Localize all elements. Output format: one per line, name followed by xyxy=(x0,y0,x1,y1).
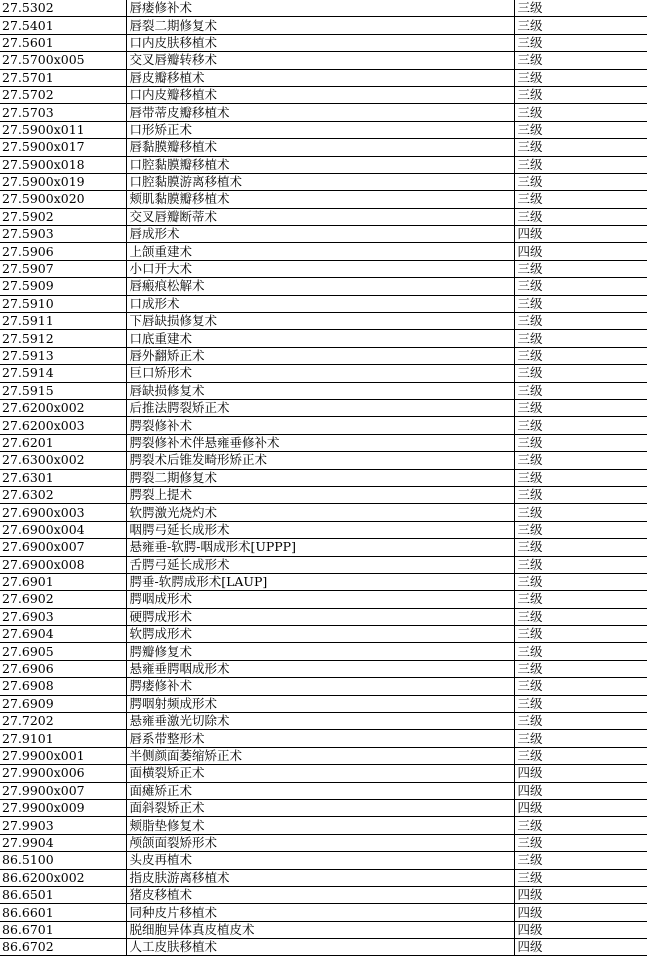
table-row xyxy=(0,904,647,921)
procedure-code-cell: 27.9101 xyxy=(0,730,126,747)
table-row xyxy=(0,399,647,416)
surgery-level-cell: 三级 xyxy=(514,486,647,503)
procedure-name-cell: 腭裂修补术 xyxy=(126,417,514,434)
procedure-name-cell: 猪皮移植术 xyxy=(126,886,514,903)
table-row xyxy=(0,817,647,834)
table-row xyxy=(0,608,647,625)
procedure-code-cell: 27.5907 xyxy=(0,260,126,277)
surgery-level-cell: 三级 xyxy=(514,452,647,469)
surgery-level-cell: 三级 xyxy=(514,313,647,330)
table-row xyxy=(0,486,647,503)
surgery-level-cell: 三级 xyxy=(514,695,647,712)
procedure-code-cell: 27.5902 xyxy=(0,208,126,225)
procedure-name-cell: 唇成形术 xyxy=(126,226,514,243)
table-row xyxy=(0,730,647,747)
surgery-level-cell: 三级 xyxy=(514,469,647,486)
procedure-code-cell: 27.5913 xyxy=(0,347,126,364)
procedure-name-cell: 面横裂矫正术 xyxy=(126,765,514,782)
surgery-level-cell: 三级 xyxy=(514,556,647,573)
procedure-name-cell: 咽腭弓延长成形术 xyxy=(126,521,514,538)
procedure-name-cell: 巨口矫形术 xyxy=(126,365,514,382)
surgery-level-cell: 三级 xyxy=(514,713,647,730)
surgery-level-cell: 四级 xyxy=(514,782,647,799)
procedure-name-cell: 口成形术 xyxy=(126,295,514,312)
table-row xyxy=(0,34,647,51)
procedure-code-cell: 86.6701 xyxy=(0,921,126,938)
table-row xyxy=(0,939,647,956)
surgery-level-cell: 四级 xyxy=(514,921,647,938)
procedure-code-cell: 27.6900x008 xyxy=(0,556,126,573)
procedure-code-cell: 86.6702 xyxy=(0,939,126,956)
procedure-code-cell: 27.6201 xyxy=(0,434,126,451)
procedure-name-cell: 软腭激光烧灼术 xyxy=(126,504,514,521)
procedure-name-cell: 口底重建术 xyxy=(126,330,514,347)
table-row xyxy=(0,765,647,782)
surgery-level-cell: 三级 xyxy=(514,591,647,608)
table-row xyxy=(0,660,647,677)
procedure-code-cell: 27.5910 xyxy=(0,295,126,312)
procedure-code-cell: 27.9900x001 xyxy=(0,747,126,764)
procedure-code-cell: 27.5900x011 xyxy=(0,121,126,138)
surgery-level-cell: 三级 xyxy=(514,643,647,660)
procedure-name-cell: 腭裂术后锥发畸形矫正术 xyxy=(126,452,514,469)
procedure-name-cell: 交叉唇瓣断蒂术 xyxy=(126,208,514,225)
table-row xyxy=(0,52,647,69)
table-row xyxy=(0,417,647,434)
procedure-code-cell: 27.5900x017 xyxy=(0,139,126,156)
procedure-code-cell: 27.9900x007 xyxy=(0,782,126,799)
procedure-code-cell: 27.5906 xyxy=(0,243,126,260)
procedure-name-cell: 人工皮肤移植术 xyxy=(126,939,514,956)
procedure-code-cell: 27.5912 xyxy=(0,330,126,347)
procedure-code-cell: 27.5900x020 xyxy=(0,191,126,208)
surgery-level-cell: 四级 xyxy=(514,799,647,816)
table-row xyxy=(0,556,647,573)
surgery-level-cell: 三级 xyxy=(514,330,647,347)
procedure-code-cell: 27.6900x003 xyxy=(0,504,126,521)
table-row xyxy=(0,643,647,660)
table-row xyxy=(0,69,647,86)
procedure-name-cell: 悬雍垂激光切除术 xyxy=(126,713,514,730)
surgery-level-cell: 三级 xyxy=(514,278,647,295)
procedure-code-cell: 27.6909 xyxy=(0,695,126,712)
procedure-name-cell: 腭咽成形术 xyxy=(126,591,514,608)
table-row xyxy=(0,504,647,521)
table-row xyxy=(0,591,647,608)
surgery-level-cell: 三级 xyxy=(514,17,647,34)
table-row xyxy=(0,452,647,469)
table-row xyxy=(0,313,647,330)
procedure-name-cell: 腭咽射频成形术 xyxy=(126,695,514,712)
procedure-code-cell: 86.6200x002 xyxy=(0,869,126,886)
procedure-code-cell: 27.6906 xyxy=(0,660,126,677)
table-row xyxy=(0,243,647,260)
procedure-name-cell: 颅颌面裂矫形术 xyxy=(126,834,514,851)
procedure-name-cell: 硬腭成形术 xyxy=(126,608,514,625)
procedure-name-cell: 唇带蒂皮瓣移植术 xyxy=(126,104,514,121)
surgery-level-cell: 三级 xyxy=(514,86,647,103)
surgery-level-cell: 三级 xyxy=(514,834,647,851)
table-row xyxy=(0,626,647,643)
procedure-code-cell: 27.9900x006 xyxy=(0,765,126,782)
procedure-code-cell: 27.5903 xyxy=(0,226,126,243)
procedure-code-cell: 27.6200x002 xyxy=(0,399,126,416)
table-row xyxy=(0,782,647,799)
procedure-code-cell: 27.9904 xyxy=(0,834,126,851)
surgery-level-cell: 三级 xyxy=(514,747,647,764)
table-row xyxy=(0,330,647,347)
procedure-name-cell: 上颌重建术 xyxy=(126,243,514,260)
procedure-code-cell: 27.5914 xyxy=(0,365,126,382)
surgery-level-cell: 三级 xyxy=(514,399,647,416)
surgery-level-cell: 三级 xyxy=(514,104,647,121)
procedure-name-cell: 颊脂垫修复术 xyxy=(126,817,514,834)
procedure-name-cell: 腭裂修补术伴悬雍垂修补术 xyxy=(126,434,514,451)
table-row xyxy=(0,695,647,712)
table-row xyxy=(0,434,647,451)
procedure-code-cell: 86.5100 xyxy=(0,852,126,869)
table-row xyxy=(0,886,647,903)
procedure-code-cell: 27.6901 xyxy=(0,573,126,590)
procedure-name-cell: 交叉唇瓣转移术 xyxy=(126,52,514,69)
procedure-name-cell: 腭垂-软腭成形术[LAUP] xyxy=(126,573,514,590)
table-row xyxy=(0,121,647,138)
table-row xyxy=(0,365,647,382)
table-row xyxy=(0,0,647,17)
table-row xyxy=(0,834,647,851)
procedure-code-cell: 86.6501 xyxy=(0,886,126,903)
surgery-level-cell: 三级 xyxy=(514,521,647,538)
procedure-name-cell: 口腔黏膜瓣移植术 xyxy=(126,156,514,173)
procedure-name-cell: 腭裂上提术 xyxy=(126,486,514,503)
procedure-name-cell: 小口开大术 xyxy=(126,260,514,277)
surgery-level-cell: 三级 xyxy=(514,121,647,138)
surgery-level-cell: 四级 xyxy=(514,765,647,782)
surgery-level-cell: 三级 xyxy=(514,678,647,695)
procedure-code-cell: 27.5915 xyxy=(0,382,126,399)
surgery-level-cell: 三级 xyxy=(514,34,647,51)
procedure-code-cell: 27.5900x019 xyxy=(0,173,126,190)
procedure-name-cell: 口形矫正术 xyxy=(126,121,514,138)
procedure-name-cell: 唇瘢痕松解术 xyxy=(126,278,514,295)
procedure-name-cell: 颊肌黏膜瓣移植术 xyxy=(126,191,514,208)
procedure-name-cell: 口内皮瓣移植术 xyxy=(126,86,514,103)
procedure-name-cell: 下唇缺损修复术 xyxy=(126,313,514,330)
procedure-code-cell: 27.6302 xyxy=(0,486,126,503)
procedure-code-cell: 27.5702 xyxy=(0,86,126,103)
table-row xyxy=(0,382,647,399)
surgery-level-cell: 四级 xyxy=(514,226,647,243)
procedure-name-cell: 同种皮片移植术 xyxy=(126,904,514,921)
procedure-code-cell: 27.6200x003 xyxy=(0,417,126,434)
surgery-level-cell: 三级 xyxy=(514,173,647,190)
procedure-code-cell: 27.5703 xyxy=(0,104,126,121)
surgery-level-cell: 三级 xyxy=(514,817,647,834)
table-row xyxy=(0,713,647,730)
surgery-level-cell: 三级 xyxy=(514,869,647,886)
surgery-level-cell: 三级 xyxy=(514,730,647,747)
surgery-level-cell: 三级 xyxy=(514,852,647,869)
table-row xyxy=(0,747,647,764)
surgery-level-cell: 四级 xyxy=(514,939,647,956)
surgery-level-cell: 三级 xyxy=(514,52,647,69)
procedure-code-cell: 27.6905 xyxy=(0,643,126,660)
procedure-name-cell: 唇系带整形术 xyxy=(126,730,514,747)
procedure-name-cell: 指皮肤游离移植术 xyxy=(126,869,514,886)
table-row xyxy=(0,260,647,277)
table-row xyxy=(0,86,647,103)
table-row xyxy=(0,17,647,34)
procedure-code-cell: 27.5302 xyxy=(0,0,126,17)
procedure-name-cell: 后推法腭裂矫正术 xyxy=(126,399,514,416)
table-row xyxy=(0,278,647,295)
table-row xyxy=(0,156,647,173)
table-row xyxy=(0,573,647,590)
table-row xyxy=(0,208,647,225)
procedure-code-cell: 27.9900x009 xyxy=(0,799,126,816)
procedure-code-cell: 27.6900x007 xyxy=(0,539,126,556)
table-row xyxy=(0,799,647,816)
surgery-level-cell: 四级 xyxy=(514,243,647,260)
surgery-level-cell: 三级 xyxy=(514,347,647,364)
surgery-level-cell: 四级 xyxy=(514,904,647,921)
surgery-level-cell: 三级 xyxy=(514,434,647,451)
procedure-code-cell: 27.6908 xyxy=(0,678,126,695)
procedure-code-cell: 27.9903 xyxy=(0,817,126,834)
surgery-level-cell: 三级 xyxy=(514,417,647,434)
procedure-name-cell: 半侧颜面萎缩矫正术 xyxy=(126,747,514,764)
surgery-level-cell: 三级 xyxy=(514,156,647,173)
table-row xyxy=(0,469,647,486)
table-row xyxy=(0,347,647,364)
table-row xyxy=(0,173,647,190)
procedure-name-cell: 面斜裂矫正术 xyxy=(126,799,514,816)
table-row xyxy=(0,678,647,695)
procedure-code-cell: 27.6904 xyxy=(0,626,126,643)
procedure-code-cell: 27.6902 xyxy=(0,591,126,608)
procedure-name-cell: 舌腭弓延长成形术 xyxy=(126,556,514,573)
procedure-code-cell: 27.6301 xyxy=(0,469,126,486)
procedure-code-cell: 27.7202 xyxy=(0,713,126,730)
procedure-code-cell: 86.6601 xyxy=(0,904,126,921)
procedure-name-cell: 唇裂二期修复术 xyxy=(126,17,514,34)
procedure-code-cell: 27.5900x018 xyxy=(0,156,126,173)
procedure-name-cell: 头皮再植术 xyxy=(126,852,514,869)
surgery-level-cell: 三级 xyxy=(514,573,647,590)
surgery-level-cell: 三级 xyxy=(514,504,647,521)
table-row xyxy=(0,139,647,156)
procedure-name-cell: 口内皮肤移植术 xyxy=(126,34,514,51)
procedure-name-cell: 面瘫矫正术 xyxy=(126,782,514,799)
table-row xyxy=(0,921,647,938)
procedure-code-cell: 27.6903 xyxy=(0,608,126,625)
procedure-name-cell: 唇黏膜瓣移植术 xyxy=(126,139,514,156)
procedure-code-cell: 27.6900x004 xyxy=(0,521,126,538)
surgery-level-cell: 三级 xyxy=(514,608,647,625)
procedure-name-cell: 腭裂二期修复术 xyxy=(126,469,514,486)
procedure-code-cell: 27.5601 xyxy=(0,34,126,51)
procedure-name-cell: 脱细胞异体真皮植皮术 xyxy=(126,921,514,938)
surgery-level-cell: 三级 xyxy=(514,0,647,17)
procedure-name-cell: 唇瘘修补术 xyxy=(126,0,514,17)
table-row xyxy=(0,869,647,886)
table-row xyxy=(0,226,647,243)
surgery-level-cell: 三级 xyxy=(514,191,647,208)
procedure-code-cell: 27.5909 xyxy=(0,278,126,295)
table-row xyxy=(0,295,647,312)
table-row xyxy=(0,191,647,208)
procedure-name-cell: 口腔黏膜游离移植术 xyxy=(126,173,514,190)
procedure-code-cell: 27.5701 xyxy=(0,69,126,86)
surgery-level-cell: 三级 xyxy=(514,139,647,156)
surgery-level-cell: 三级 xyxy=(514,260,647,277)
surgery-level-cell: 四级 xyxy=(514,886,647,903)
procedure-code-cell: 27.5700x005 xyxy=(0,52,126,69)
procedure-code-cell: 27.6300x002 xyxy=(0,452,126,469)
table-row xyxy=(0,521,647,538)
procedure-name-cell: 腭瓣修复术 xyxy=(126,643,514,660)
procedure-name-cell: 悬雍垂-软腭-咽成形术[UPPP] xyxy=(126,539,514,556)
procedure-code-cell: 27.5401 xyxy=(0,17,126,34)
table-row xyxy=(0,104,647,121)
table-row xyxy=(0,539,647,556)
surgery-level-cell: 三级 xyxy=(514,626,647,643)
procedure-code-cell: 27.5911 xyxy=(0,313,126,330)
table-row xyxy=(0,852,647,869)
surgery-level-cell: 三级 xyxy=(514,539,647,556)
procedure-name-cell: 悬雍垂腭咽成形术 xyxy=(126,660,514,677)
surgery-level-cell: 三级 xyxy=(514,382,647,399)
surgery-level-cell: 三级 xyxy=(514,69,647,86)
surgery-level-cell: 三级 xyxy=(514,660,647,677)
procedure-name-cell: 腭瘘修补术 xyxy=(126,678,514,695)
procedure-name-cell: 唇皮瓣移植术 xyxy=(126,69,514,86)
surgery-level-cell: 三级 xyxy=(514,295,647,312)
surgery-level-cell: 三级 xyxy=(514,365,647,382)
surgery-level-cell: 三级 xyxy=(514,208,647,225)
procedure-name-cell: 唇外翻矫正术 xyxy=(126,347,514,364)
procedure-name-cell: 唇缺损修复术 xyxy=(126,382,514,399)
procedure-name-cell: 软腭成形术 xyxy=(126,626,514,643)
